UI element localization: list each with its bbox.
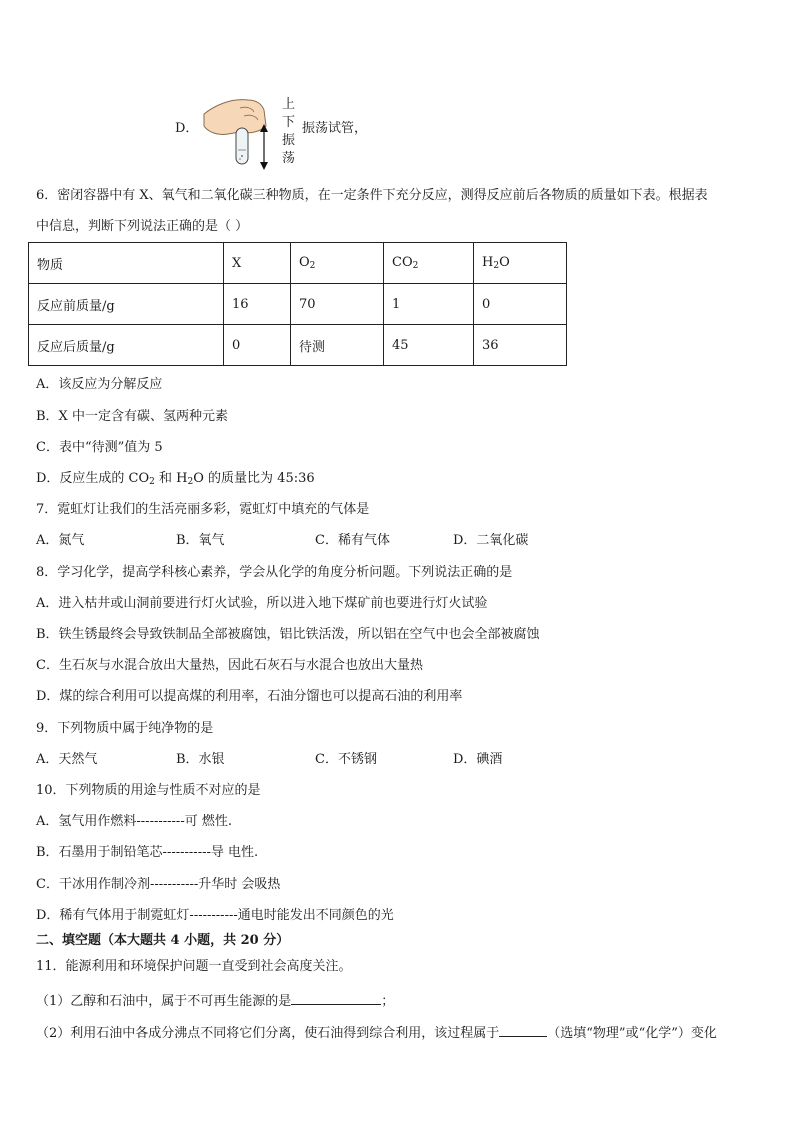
table-cell: X (224, 243, 291, 284)
table-cell: $H_2O$ (474, 243, 567, 284)
table-cell: 反应后质量/g (29, 325, 224, 366)
q8-stem: 8．学习化学，提高学科核心素养，学会从化学的角度分析问题。下列说法正确的是 (36, 565, 513, 580)
q9-option-a: A．天然气 (36, 752, 98, 767)
q10-option-d: D．稀有气体用于制霓虹灯-----------通电时能发出不同颜色的光 (36, 908, 394, 923)
table-cell: 物质 (29, 243, 224, 284)
q9-options (36, 751, 502, 769)
q6-option-b: B．X 中一定含有碳、氢两种元素 (36, 409, 228, 424)
shake-direction-label: 上 下 振 荡 (282, 97, 296, 166)
q5-option-d-text: 振荡试管， (302, 121, 368, 136)
table-row (29, 325, 567, 366)
answer-blank-1[interactable] (291, 990, 381, 1005)
table-cell: $O_2$ (291, 243, 384, 284)
q10-option-a: A．氢气用作燃料-----------可 燃性. (36, 814, 232, 829)
q8-option-c: C．生石灰与水混合放出大量热，因此石灰石与水混合也放出大量热 (36, 658, 423, 673)
q7-options (36, 532, 528, 550)
table-row (29, 243, 567, 284)
q9-option-c: C．不锈钢 (315, 752, 377, 767)
q9-option-d: D．碘酒 (453, 752, 503, 767)
table-row (29, 284, 567, 325)
q8-option-d: D．煤的综合利用可以提高煤的利用率，石油分馏也可以提高石油的利用率 (36, 689, 463, 704)
table-cell: 45 (384, 325, 474, 366)
q11-stem: 11．能源利用和环境保护问题一直受到社会高度关注。 (36, 959, 352, 974)
q7-option-b: B．氧气 (176, 533, 225, 548)
q7-stem: 7．霓虹灯让我们的生活亮丽多彩，霓虹灯中填充的气体是 (36, 502, 370, 517)
section-2-heading: 二、填空题（本大题共 4 小题，共 20 分） (36, 933, 290, 948)
q7-option-a: A．氮气 (36, 533, 85, 548)
q6-option-c: C．表中“待测”值为 5 (36, 440, 163, 455)
table-cell: 待测 (291, 325, 384, 366)
q5-option-d-label: D． (175, 121, 199, 136)
table-cell: 36 (474, 325, 567, 366)
table-cell: 70 (291, 284, 384, 325)
hand-shaking-test-tube-icon (200, 92, 280, 170)
q6-option-a: A．该反应为分解反应 (36, 377, 163, 392)
table-cell: 16 (224, 284, 291, 325)
q7-option-c: C．稀有气体 (315, 533, 390, 548)
q8-option-a: A．进入枯井或山洞前要进行灯火试验，所以进入地下煤矿前也要进行灯火试验 (36, 596, 488, 611)
q6-stem-line2: 中信息，判断下列说法正确的是（ ） (36, 219, 249, 234)
q9-stem: 9．下列物质中属于纯净物的是 (36, 721, 214, 736)
q11-part1: （1）乙醇和石油中，属于不可再生能源的是 ； (36, 990, 394, 1011)
q6-stem-line1: 6．密闭容器中有 X、氧气和二氧化碳三种物质，在一定条件下充分反应，测得反应前后各物质的质量如下表。根据表 (36, 188, 708, 203)
q11-part2: （2）利用石油中各成分沸点不同将它们分离，使石油得到综合利用，该过程属于 （选填“物理”或“化学”）变化 (36, 1022, 717, 1043)
q6-mass-table (28, 242, 567, 366)
table-cell: 0 (474, 284, 567, 325)
q10-option-b: B．石墨用于制铅笔芯-----------导 电性. (36, 845, 259, 860)
q6-option-d: D．反应生成的 $CO_2$ 和 $H_2O$ 的质量比为 45:36 (36, 471, 315, 487)
q8-option-b: B．铁生锈最终会导致铁制品全部被腐蚀，铝比铁活泼，所以铝在空气中也会全部被腐蚀 (36, 627, 540, 642)
q10-option-c: C．干冰用作制冷剂-----------升华时 会吸热 (36, 877, 281, 892)
table-cell: 0 (224, 325, 291, 366)
q10-stem: 10．下列物质的用途与性质不对应的是 (36, 783, 261, 798)
table-cell: $CO_2$ (384, 243, 474, 284)
q7-option-d: D．二氧化碳 (453, 533, 529, 548)
table-cell: 1 (384, 284, 474, 325)
answer-blank-2[interactable] (499, 1022, 547, 1037)
q9-option-b: B．水银 (176, 752, 225, 767)
table-cell: 反应前质量/g (29, 284, 224, 325)
